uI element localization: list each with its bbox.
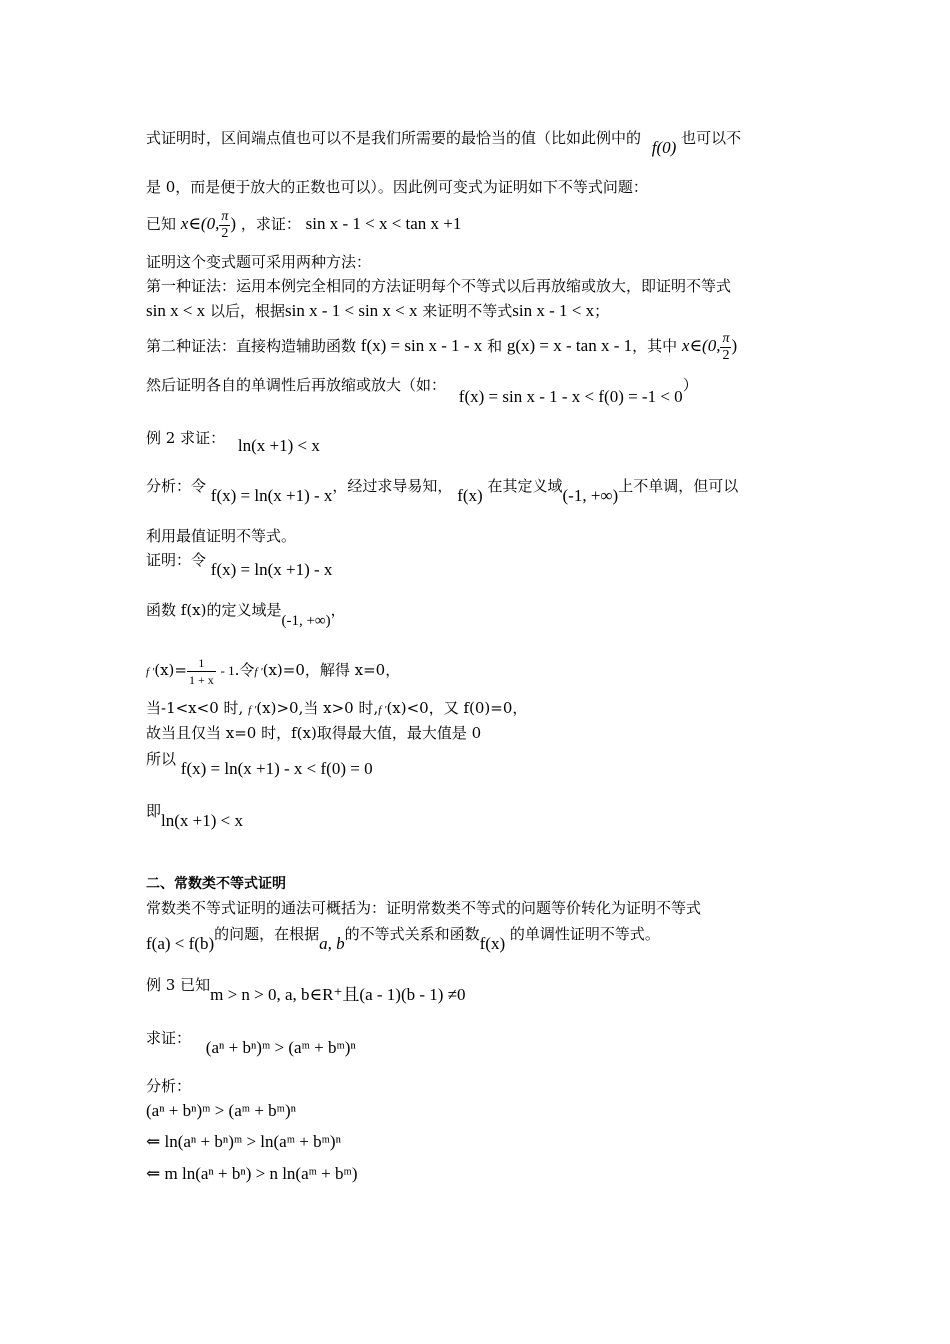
text-line — [146, 328, 737, 364]
math-expression: f(a) < f(b) — [146, 934, 215, 953]
text: 利用最值证明不等式。 — [146, 527, 297, 545]
text-line — [146, 276, 731, 296]
text-line — [146, 526, 296, 546]
text: 所以 — [146, 750, 177, 768]
text-line — [146, 723, 481, 743]
text: 函数 f(x)的定义域是 — [146, 601, 282, 619]
text: (x)<0，又 f(0)=0， — [386, 699, 528, 717]
math-expression: f(x) = sin x - 1 - x < f(0) = -1 < 0 — [458, 387, 683, 406]
text: .令 — [234, 661, 255, 679]
text: 证明：令 — [146, 551, 207, 569]
text: 例 2 求证： — [146, 429, 226, 447]
math-expression: f(x) — [457, 486, 483, 505]
math-expression: f(x) = ln(x +1) - x < f(0) = 0 — [180, 759, 373, 778]
text: 是 0，而是便于放大的正数也可以）。因此例可变式为证明如下不等式问题： — [146, 178, 648, 196]
text: (x)=0，解得 x=0， — [262, 661, 401, 679]
math-expression: (aⁿ + bⁿ)ᵐ > (aᵐ + bᵐ)ⁿ — [146, 1101, 296, 1120]
text-line — [146, 801, 243, 830]
math-expression: a, b — [319, 934, 345, 953]
text-line — [146, 177, 648, 197]
math-expression: f ′ — [378, 704, 387, 716]
math-expression: ) — [230, 214, 237, 233]
text: 求证： — [146, 1029, 192, 1047]
math-line — [146, 1164, 358, 1184]
math-expression: f(x) = ln(x +1) - x — [210, 486, 333, 505]
text: 已知 — [146, 215, 177, 233]
text: 分析：令 — [146, 477, 207, 495]
text: 来证明不等式 — [422, 302, 513, 320]
text-line — [146, 375, 698, 406]
math-expression: ) — [731, 336, 738, 355]
text: 第一种证法：运用本例完全相同的方法证明每个不等式以后再放缩或放大，即证明不等式 — [146, 277, 732, 295]
text-line — [146, 652, 400, 690]
text: 分析： — [146, 1077, 192, 1095]
denominator: 2 — [221, 225, 229, 241]
math-expression: f(x) = ln(x +1) - x — [210, 560, 333, 579]
math-expression: (-1, +∞) — [281, 613, 331, 629]
math-expression: sin x - 1 < x < tan x +1 — [305, 214, 462, 233]
text-line — [146, 975, 466, 1004]
math-line — [146, 1101, 296, 1121]
text-line — [146, 924, 660, 953]
math-expression: (-1, +∞) — [562, 486, 619, 505]
denominator: 1 + x — [188, 672, 214, 687]
heading-text: 二、常数类不等式证明 — [146, 876, 286, 892]
math-expression: f(0) — [651, 138, 677, 157]
numerator: π — [221, 208, 229, 224]
math-expression: sin x < x — [146, 301, 206, 320]
text: 上不单调，但可以 — [618, 477, 739, 495]
math-expression: (aⁿ + bⁿ)ᵐ > (aᵐ + bᵐ)ⁿ — [205, 1038, 356, 1057]
text: ，求证： — [240, 215, 301, 233]
text: 即 — [146, 802, 162, 820]
text: 的不等式关系和函数 — [344, 925, 480, 943]
text-line — [146, 550, 333, 579]
section-heading — [146, 874, 286, 894]
math-expression: x∈(0, — [681, 336, 721, 355]
fraction — [219, 209, 230, 242]
math-expression: f(x) = sin x - 1 - x — [360, 336, 483, 355]
text: 的问题，在根据 — [214, 925, 320, 943]
text: ， — [330, 601, 346, 619]
text: (x)>0,当 x>0 时, — [256, 699, 379, 717]
math-expression: sin x - 1 < sin x < x — [284, 301, 418, 320]
math-expression: f(x) — [479, 934, 506, 953]
text-line — [146, 749, 373, 778]
math-expression: ⇐ ln(aⁿ + bⁿ)ᵐ > ln(aᵐ + bᵐ)ⁿ — [146, 1132, 341, 1151]
text: 故当且仅当 x=0 时，f(x)取得最大值，最大值是 0 — [146, 724, 482, 742]
text: 第二种证法：直接构造辅助函数 — [146, 337, 357, 355]
text: 在其定义域 — [487, 477, 563, 495]
fraction — [187, 655, 216, 688]
math-expression: f ′ — [248, 704, 257, 716]
text: ，其中 — [632, 337, 678, 355]
text: (x)= — [154, 661, 187, 679]
text: 例 3 已知 — [146, 976, 211, 994]
text-line — [146, 898, 701, 918]
text-line — [146, 301, 609, 321]
text: 和 — [487, 337, 503, 355]
numerator: π — [722, 330, 730, 346]
text: 常数类不等式证明的通法可概括为：证明常数类不等式的问题等价转化为证明不等式 — [146, 899, 702, 917]
fraction — [720, 331, 731, 364]
math-expression: - 1 — [220, 663, 235, 678]
math-expression: sin x - 1 < x — [512, 301, 595, 320]
math-expression: m > n > 0, a, b∈R⁺且(a - 1)(b - 1) ≠0 — [210, 985, 466, 1004]
text-line — [146, 1028, 356, 1057]
text-line — [146, 252, 371, 272]
math-line — [146, 1132, 341, 1152]
text-line — [146, 698, 527, 720]
math-expression: ln(x +1) < x — [237, 436, 320, 455]
numerator: 1 — [187, 655, 216, 672]
text-line — [146, 206, 461, 242]
text: 式证明时，区间端点值也可以不是我们所需要的最恰当的值（比如此例中的 — [146, 129, 642, 147]
text: 也可以不 — [681, 129, 742, 147]
text-line — [146, 476, 739, 505]
math-expression: x∈(0, — [180, 214, 220, 233]
math-expression: g(x) = x - tan x - 1 — [506, 336, 633, 355]
math-expression: f ′ — [254, 666, 263, 678]
text-line — [146, 128, 742, 157]
math-expression: ln(x +1) < x — [161, 811, 243, 830]
math-expression: ⇐ m ln(aⁿ + bⁿ) > n ln(aᵐ + bᵐ) — [146, 1164, 358, 1183]
text: 证明这个变式题可采用两种方法： — [146, 253, 372, 271]
text-line — [146, 600, 346, 629]
text: ） — [682, 376, 698, 394]
text: ； — [594, 302, 610, 320]
denominator: 2 — [722, 347, 730, 363]
text-line — [146, 1076, 191, 1096]
text: 以后，根据 — [209, 302, 285, 320]
text: ，经过求导易知， — [332, 477, 453, 495]
text: 然后证明各自的单调性后再放缩或放大（如： — [146, 376, 447, 394]
text-line — [146, 428, 320, 455]
text: 的单调性证明不等式。 — [509, 925, 660, 943]
math-expression: f ′ — [146, 666, 155, 678]
text: 当-1<x<0 时, — [146, 699, 244, 717]
